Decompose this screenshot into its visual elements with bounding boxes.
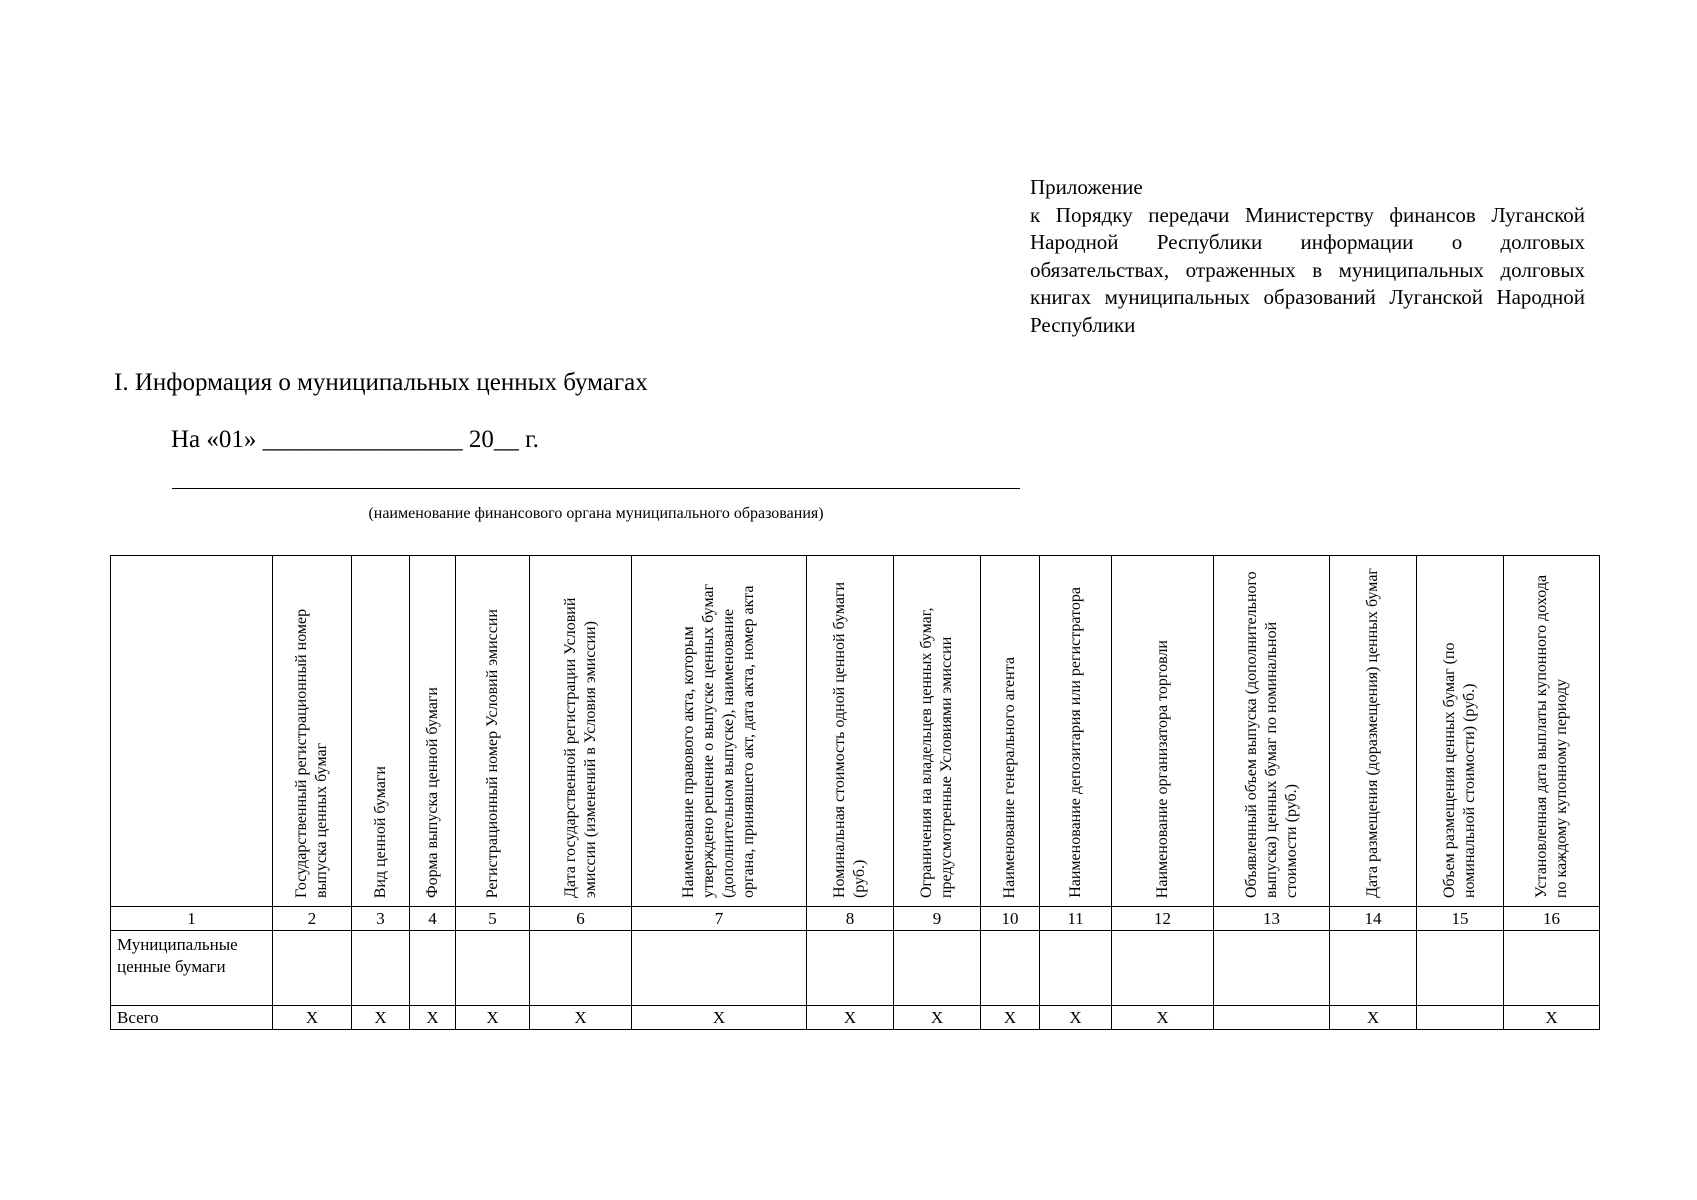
table-cell — [1417, 931, 1504, 1006]
column-number: 9 — [894, 907, 981, 931]
header-cell: Номинальная стоимость одной ценной бумаги (руб.) — [807, 556, 894, 907]
total-label: Всего — [111, 1006, 273, 1030]
column-number: 15 — [1417, 907, 1504, 931]
total-cell: X — [352, 1006, 410, 1030]
header-cell: Форма выпуска ценной бумаги — [410, 556, 456, 907]
total-cell: X — [410, 1006, 456, 1030]
report-date-line: На «01» ________________ 20__ г. — [171, 426, 539, 453]
header-cell: Наименование правового акта, которым утверждено решение о выпуске ценных бумаг (дополнительном выпуске), наименование органа, принявшего акт, дата акта, номер акта — [632, 556, 807, 907]
table-cell — [894, 931, 981, 1006]
table-cell — [530, 931, 632, 1006]
table-header-row — [111, 556, 1600, 907]
header-cell: Установленная дата выплаты купонного дохода по каждому купонному периоду — [1504, 556, 1600, 907]
org-name-underline — [172, 488, 1020, 489]
column-number: 12 — [1112, 907, 1214, 931]
total-row — [111, 1006, 1600, 1030]
column-number: 14 — [1330, 907, 1417, 931]
header-cell: Ограничения на владельцев ценных бумаг, предусмотренные Условиями эмиссии — [894, 556, 981, 907]
total-cell — [1417, 1006, 1504, 1030]
header-cell: Государственный регистрационный номер выпуска ценных бумаг — [273, 556, 352, 907]
table-cell — [1330, 931, 1417, 1006]
header-cell: Объем размещения ценных бумаг (по номинальной стоимости) (руб.) — [1417, 556, 1504, 907]
total-cell: X — [456, 1006, 530, 1030]
column-number: 13 — [1214, 907, 1330, 931]
table-cell — [273, 931, 352, 1006]
column-number: 2 — [273, 907, 352, 931]
header-cell: Дата размещения (доразмещения) ценных бумаг — [1330, 556, 1417, 907]
appendix-block — [1030, 174, 1585, 339]
total-cell: X — [632, 1006, 807, 1030]
total-cell: X — [1112, 1006, 1214, 1030]
appendix-text: к Порядку передачи Министерству финансов Луганской Народной Республики информации о долговых обязательствах, отраженных в муниципальных долговых книгах муниципальных образований Луганской Народной Республики — [1030, 202, 1585, 337]
total-cell: X — [807, 1006, 894, 1030]
column-number: 11 — [1040, 907, 1112, 931]
header-cell: Регистрационный номер Условий эмиссии — [456, 556, 530, 907]
org-name-caption: (наименование финансового органа муниципального образования) — [368, 505, 824, 522]
total-cell: X — [894, 1006, 981, 1030]
header-cell: Дата государственной регистрации Условий эмиссии (изменений в Условия эмиссии) — [530, 556, 632, 907]
appendix-title: Приложение — [1030, 175, 1143, 199]
column-number-row — [111, 907, 1600, 931]
header-cell — [111, 556, 273, 907]
table-cell — [807, 931, 894, 1006]
column-number: 4 — [410, 907, 456, 931]
securities-table — [110, 555, 1600, 1030]
table-cell — [1214, 931, 1330, 1006]
column-number: 5 — [456, 907, 530, 931]
header-cell: Наименование организатора торговли — [1112, 556, 1214, 907]
section-title: I. Информация о муниципальных ценных бумагах — [114, 369, 648, 396]
table-cell — [1112, 931, 1214, 1006]
row-label: Муниципальные ценные бумаги — [111, 931, 273, 1006]
header-cell: Наименование генерального агента — [981, 556, 1040, 907]
header-cell: Наименование депозитария или регистратора — [1040, 556, 1112, 907]
table-cell — [410, 931, 456, 1006]
column-number: 10 — [981, 907, 1040, 931]
column-number: 7 — [632, 907, 807, 931]
table-cell — [456, 931, 530, 1006]
column-number: 16 — [1504, 907, 1600, 931]
table-cell — [1504, 931, 1600, 1006]
column-number: 8 — [807, 907, 894, 931]
total-cell — [1214, 1006, 1330, 1030]
table-cell — [632, 931, 807, 1006]
total-cell: X — [530, 1006, 632, 1030]
total-cell: X — [1504, 1006, 1600, 1030]
total-cell: X — [981, 1006, 1040, 1030]
total-cell: X — [1330, 1006, 1417, 1030]
table-cell — [981, 931, 1040, 1006]
header-cell: Объявленный объем выпуска (дополнительного выпуска) ценных бумаг по номинальной стоимости (руб.) — [1214, 556, 1330, 907]
column-number: 1 — [111, 907, 273, 931]
column-number: 3 — [352, 907, 410, 931]
table-cell — [352, 931, 410, 1006]
table-cell — [1040, 931, 1112, 1006]
header-cell: Вид ценной бумаги — [352, 556, 410, 907]
table-row — [111, 931, 1600, 1006]
total-cell: X — [1040, 1006, 1112, 1030]
column-number: 6 — [530, 907, 632, 931]
total-cell: X — [273, 1006, 352, 1030]
